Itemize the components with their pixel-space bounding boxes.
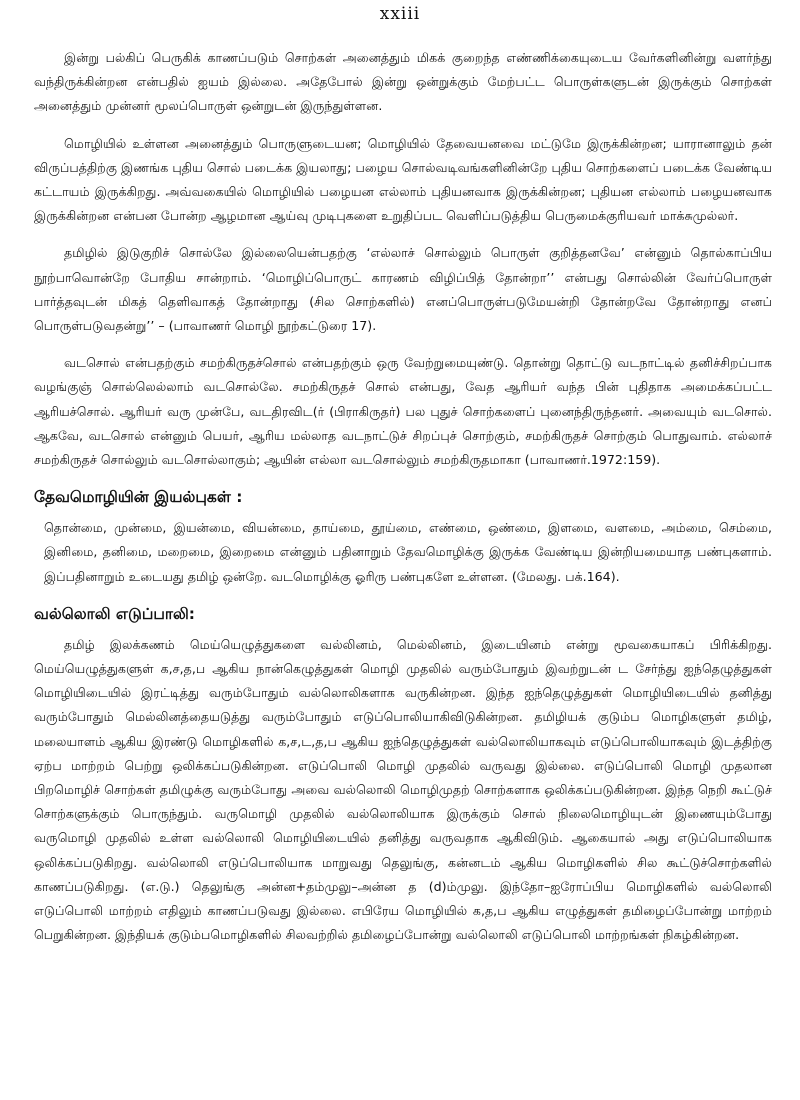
paragraph-devamozhi: தொன்மை, முன்மை, இயன்மை, வியன்மை, தாய்மை, தூய்மை, எண்மை, ஒண்மை, இளமை, வளமை, அம்மை, செம்மை, இனிமை, தனிமை, மறைமை, இறைமை என்னும் பதினாறும் தேவமொழிக்கு இருக்க வேண்டிய இன்றியமையாத பண்புகளாம். இப்பதினாறும் உடையது தமிழ் ஒன்றே. வடமொழிக்கு ஓரிரு பண்புகளே உள்ளன. (மேலது. பக்.164). bbox=[44, 520, 772, 584]
paragraph-tolkappiyam: தமிழில் இடுகுறிச் சொல்லே இல்லையென்பதற்கு ‘எல்லாச் சொல்லும் பொருள் குறித்தனவே’ என்னும் தொல்காப்பிய நூற்பாவொன்றே போதிய சான்றாம். ‘மொழிப்பொருட் காரணம் விழிப்பித் தோன்றா’’ என்பது சொல்லின் வேர்ப்பொருள் பார்த்தவுடன் மிகத் தெளிவாகத் தோன்றாது (சில சொற்களில்) எனப்பொருள்படுமேயன்றி தோன்றவே தோன்றாது எனப் பொருள்படுவதன்று’’ – (பாவாணர் மொழி நூற்கட்டுரை 17). bbox=[34, 245, 772, 334]
section-heading-vallozhi: வல்லொலி எடுப்பாலி: bbox=[34, 604, 195, 623]
page-body bbox=[34, 46, 772, 961]
section-heading-devamozhi: தேவமொழியின் இயல்புகள் : bbox=[34, 488, 243, 507]
page-number: xxiii bbox=[379, 4, 421, 24]
paragraph-word-roots: இன்று பல்கிப் பெருகிக் காணப்படும் சொற்கள் அனைத்தும் மிகக் குறைந்த எண்ணிக்கையுடைய வேர்களினின்று வளர்ந்து வந்திருக்கின்றன என்பதில் ஐயம் இல்லை. அதேபோல் இன்று ஒன்றுக்கும் மேற்பட்ட பொருள்களுடன் இருக்கும் சொற்கள் அனைத்தும் முன்னர் மூலப்பொருள் ஒன்றுடன் இருந்துள்ளன. bbox=[34, 50, 772, 114]
paragraph-vallozhi: தமிழ் இலக்கணம் மெய்யெழுத்துகளை வல்லினம், மெல்லினம், இடையினம் என்று மூவகையாகப் பிரிக்கிறது. மெய்யெழுத்துகளுள் க,ச,த,ப ஆகிய நான்கெழுத்துகள் மொழி முதலில் வரும்போதும் இவற்றுடன் ட சேர்ந்து ஐந்தெழுத்துகள் மொழியிடையில் இரட்டித்து வரும்போதும் வல்லொலிகளாக வருகின்றன. இந்த ஐந்தெழுத்துகள் மொழியிடையில் தனித்து வரும்போதும் மெல்லினத்தையடுத்து வரும்போதும் எடுப்பொலியாகிவிடுகின்றன. தமிழியக் குடும்ப மொழிகளுள் தமிழ், மலையாளம் ஆகிய இரண்டு மொழிகளில் க,ச,ட,த,ப ஆகிய ஐந்தெழுத்துகள் வல்லொலியாகவும் எடுப்பொலியாகவும் இடத்திற்கு ஏற்ப மாற்றம் பெற்று ஒலிக்கப்படுகின்றன. எடுப்பொலி மொழி முதலில் வருவது இல்லை. எடுப்பொலி மொழி முதலான பிறமொழிச் சொற்கள் தமிழுக்கு வரும்போது அவை வல்லொலி மொழிமுதற் சொற்களாக ஒலிக்கப்படுகின்றன. இந்த நெறி கூட்டுச் சொற்களுக்கும் பொருந்தும். வருமொழி முதலில் வல்லொலியாக இருக்கும் சொல் நிலைமொழியுடன் இணையும்போது வருமொழி முதலில் உள்ள வல்லொலி மொழியிடையில் தனித்து வருவதாக ஆகிவிடும். ஆகையால் அது எடுப்பொலியாக ஒலிக்கப்படுகிறது. வல்லொலி எடுப்பொலியாக மாறுவது தெலுங்கு, கன்னடம் ஆகிய மொழிகளில் சில கூட்டுச்சொற்களில் காணப்படுகிறது. (எ.டு.) தெலுங்கு அன்ன+தம்முலு–அன்ன த (d)ம்முலு. இந்தோ–ஐரோப்பிய மொழிகளில் வல்லொலி எடுப்பொலி மாற்றம் எதிலும் காணப்படுவது இல்லை. எபிரேய மொழியில் க,த,ப ஆகிய எழுத்துகள் தமிழைப்போன்று மாற்றம் பெறுகின்றன. இந்தியக் குடும்பமொழிகளில் சிலவற்றில் தமிழைப்போன்று வல்லொலி எடுப்பொலி மாற்றங்கள் நிகழ்கின்றன. bbox=[34, 636, 772, 943]
paragraph-max-muller: மொழியில் உள்ளன அனைத்தும் பொருளுடையன; மொழியில் தேவையனவை மட்டுமே இருக்கின்றன; யாரானாலும் தன் விருப்பத்திற்கு இணங்க புதிய சொல் படைக்க இயலாது; பழைய சொல்வடிவங்களினின்றே புதிய சொற்களைப் படைக்க வேண்டிய கட்டாயம் இருக்கிறது. அவ்வகையில் மொழியில் பழையன எல்லாம் புதியனவாக இருக்கின்றன; புதியன எல்லாம் பழையனவாக இருக்கின்றன என்பன போன்ற ஆழமான ஆய்வு முடிபுகளை உறுதிப்பட வெளிப்படுத்திய பெருமைக்குரியவர் மாக்சுமுல்லர். bbox=[34, 135, 772, 224]
paragraph-vadasol: வடசொல் என்பதற்கும் சமற்கிருதச்சொல் என்பதற்கும் ஒரு வேற்றுமையுண்டு. தொன்று தொட்டு வடநாட்டில் தனிச்சிறப்பாக வழங்குஞ் சொல்லெல்லாம் வடசொல்லே. சமற்கிருதச் சொல் என்பது, வேத ஆரியர் வந்த பின் புதிதாக அமைக்கப்பட்ட ஆரியச்சொல். ஆரியர் வரு முன்பே, வடதிரவிட(ர் (பிராகிருதர்) பல புதுச் சொற்களைப் புனைந்திருந்தனர். அவையும் வடசொல். ஆகவே, வடசொல் என்னும் பெயர், ஆரிய மல்லாத வடநாட்டுச் சிறப்புச் சொற்கும், சமற்கிருதச் சொற்கும் பொதுவாம். எல்லாச் சமற்கிருதச் சொல்லும் வடசொல்லாகும்; ஆயின் எல்லா வடசொல்லும் சமற்கிருதமாகா (பாவாணர்.1972:159). bbox=[34, 355, 772, 468]
